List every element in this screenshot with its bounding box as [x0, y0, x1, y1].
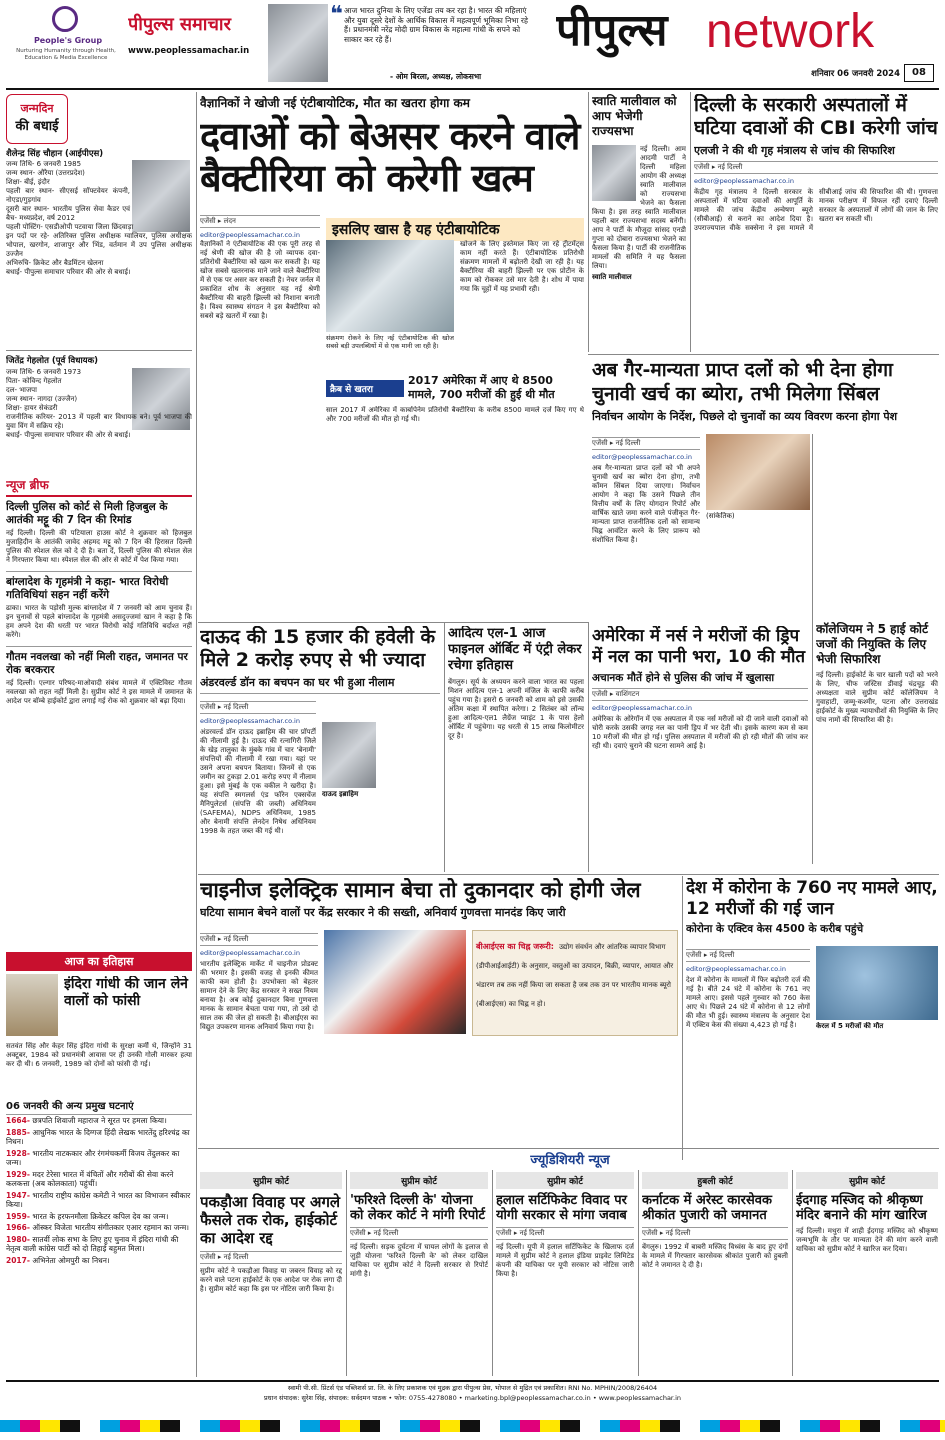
peoples-group-logo [52, 6, 78, 32]
news-brief-label: न्यूज ब्रीफ [6, 476, 192, 497]
detail-line: दूसरी बार स्थान- भारतीय पुलिस सेवा कैडर एवं बैच- मध्यप्रदेश, वर्ष 2012 [6, 205, 130, 222]
collegium-headline: कॉलेजियम ने 5 हाई कोर्ट जजों की नियुक्ति के लिए भेजी सिफारिश [816, 622, 929, 666]
swati-photo [592, 145, 636, 201]
col-rule [690, 92, 691, 352]
col-rule [196, 92, 197, 1377]
hourglass-image [6, 974, 58, 1036]
judiciary-body: नई दिल्ली। सड़क दुर्घटना में घायल लोगों के इलाज से जुड़ी योजना 'फरिश्ते दिल्ली के' को लेकर दाखिल याचिका पर सुप्रीम कोर्ट ने दिल्ली सरकार से रिपोर्ट मांगी है। [350, 1243, 488, 1278]
col-rule [346, 1170, 347, 1376]
history-event: 1966- ऑस्कर विजेता भारतीय संगीतकार एआर रहमान का जन्म। [6, 1223, 190, 1232]
court-tag: हुबली कोर्ट [642, 1172, 788, 1189]
judiciary-item [200, 1172, 342, 1372]
aditya-body: बेंगलुरु। सूर्य के अध्ययन करने वाला भारत का पहला मिशन आदित्य एल-1 अपनी मंजिल के काफी करीब पहुंच गया है। इसरो 6 जनवरी को शाम को इसे उसकी अंतिम कक्षा में स्थापित करेगा। 2 सितंबर को लॉन्च हुआ आदित्य-एल1 लैग्रेंज प्वाइंट 1 के पास हेलो ऑर्बिट में पहुंचेगा। यह धरती से 15 लाख किलोमीटर दूर है। [448, 678, 584, 740]
history-event: 1928- भारतीय नाटककार और रंगमंचकर्मी विजय तेंदुलकर का जन्म। [6, 1148, 180, 1167]
china-photo [324, 930, 466, 1034]
ec-email[interactable]: editor@peoplessamachar.co.in [592, 453, 692, 461]
ec-body: अब गैर-मान्यता प्राप्त दलों को भी अपने चुनावी खर्च का ब्योरा देना होगा, तभी कॉमन सिंबल दिया जाएगा। निर्वाचन आयोग ने कहा कि उसने पिछले तीन वित्तीय वर्षों के लिए योगदान रिपोर्ट और वार्षिक खाते जमा करने वाले पंजीकृत गैर-मान्यता प्राप्त राजनीतिक दलों को सामान्य चिह्न आवंटित करने के लिए प्रारूप को संशोधित किया है। [592, 464, 700, 544]
birthday-title-top: जन्मदिन [20, 102, 54, 115]
swati-body: नई दिल्ली। आम आदमी पार्टी ने दिल्ली महिला आयोग की अध्यक्ष स्वाति मालीवाल को राज्यसभा भेजने का फैसला किया है। इस तरह स्वाति मालीवाल पहली बार राज्यसभा सदस्य बनेंगी। आप ने पार्टी के मौजूदा सांसद एनडी गुप्ता को दोबारा राज्यसभा भेजने का फैसला किया है। पार्टी की राजनीतिक मामलों की समिति ने यह फैसला लिया। [592, 145, 686, 270]
ec-caption: (सांकेतिक) [706, 512, 735, 520]
section-rule [198, 1148, 939, 1149]
history-event: 1959- भारत के हरफनमौला क्रिकेटर कपिल देव का जन्म। [6, 1211, 169, 1221]
brief-headline: गौतम नवलखा को नहीं मिली राहत, जमानत पर रोक बरकरार [6, 651, 188, 676]
date-label: शनिवार 06 जनवरी 2024 [811, 69, 900, 79]
history-event: 1980- सातवीं लोक सभा के लिए हुए चुनाव में इंदिरा गांधी की नेतृत्व वाली कांग्रेस पार्टी को दो तिहाई बहुमत मिला। [6, 1234, 179, 1253]
china-body: भारतीय इलेक्ट्रिक मार्केट में चाइनीज प्रोडक्ट की भरमार है। इसकी वजह से इनकी कीमत काफी कम होती है। उपभोक्ता को बेहतर सामान देने के लिए केंद्र सरकार ने सख्त नियम बनाया है। अब कोई दुकानदार बिना गुणवत्ता मानक के सामान बेचता पाया गया, तो उसे दो साल तक की जेल हो सकती है। बीआईएस का विद्युत उपकरण मानक अनिवार्य किया गया है। [200, 960, 318, 1031]
detail-line: दल- भाजपा [6, 386, 37, 394]
history-label: आज का इतिहास [6, 952, 192, 971]
lead-photo [326, 240, 454, 332]
lead-byline [200, 212, 320, 239]
brief-headline: बांग्लादेश के गृहमंत्री ने कहा- भारत विरोधी गतिविधियां सहन नहीं करेंगे [6, 576, 169, 601]
collegium-story [816, 622, 938, 872]
section-rule [198, 622, 588, 623]
history-list-head: 06 जनवरी की अन्य प्रमुख घटनाएं [6, 1098, 192, 1115]
brief-body: ढाका। भारत के पड़ोसी मुल्क बांग्लादेश में 7 जनवरी को आम चुनाव हैं। इन चुनावों से पहले बांग्लादेश के गृहमंत्री असदुज्जमां खान ने कहा है कि हम अपने देश की धरती पर भारत विरोधी कोई गतिविधि बर्दाश्त नहीं करेंगे। [6, 604, 192, 639]
detail-line: पहली बार स्थान- सीएसई सॉफ्टवेयर कंपनी, नोएडा/गुड़गांव [6, 187, 130, 204]
detail-line: बधाई- पीपुल्स समाचार परिवार की ओर से बधाई। [6, 431, 131, 439]
history-event: 1664- छत्रपति शिवाजी महाराज ने सूरत पर हमला किया। [6, 1116, 167, 1125]
lead-kicker: वैज्ञानिकों ने खोजी नई एंटीबायोटिक, मौत का खतरा होगा कम [200, 96, 470, 110]
corona-photo [816, 946, 938, 1020]
court-tag: सुप्रीम कोर्ट [350, 1172, 488, 1189]
bis-box [472, 930, 678, 1036]
lead-body-1: वैज्ञानिकों ने एंटीबायोटिक की एक पूरी तरह से नई श्रेणी की खोज की है जो व्यापक दवा-प्रतिरोधी बैक्टीरिया को खत्म कर सकती है। यह खोज सबसे खतरनाक माने जाने वाले बैक्टीरिया में से एक पर असर कर सकती है। नेचर जर्नल में प्रकाशित शोध के अनुसार यह नई श्रेणी बैक्टीरिया की बाहरी झिल्ली को निशाना बनाती है। विश्व स्वास्थ्य संगठन ने इस बैक्टीरिया को सबसे बड़े खतरों में रखा है। [200, 240, 320, 320]
dawood-photo [322, 722, 376, 788]
nurse-email[interactable]: editor@peoplessamachar.co.in [592, 704, 692, 712]
quote-author: - ओम बिरला, अध्यक्ष, लोकसभा [390, 72, 482, 81]
collegium-body: नई दिल्ली। हाईकोर्ट के चार खाली पदों को भरने के लिए, चीफ जस्टिस डीवाई चंद्रचूड़ की अध्यक्षता वाले सुप्रीम कोर्ट कॉलेजियम ने गुवाहाटी, जम्मू-कश्मीर, पटना और उत्तराखंड हाईकोर्ट के मुख्य न्यायाधीशों की नियुक्ति के लिए पांच नामों की सिफारिश की है। [816, 671, 938, 724]
dawood-subhead: अंडरवर्ल्ड डॉन का बचपन का घर भी हुआ नीलाम [200, 675, 440, 694]
dawood-byline: एजेंसी ▸ नई दिल्ली [200, 701, 316, 714]
cbi-body: केंद्रीय गृह मंत्रालय ने दिल्ली सरकार के अस्पतालों में घटिया दवाओं की आपूर्ति के मामले की जांच केंद्रीय अन्वेषण ब्यूरो (सीबीआई) से कराने का आदेश दिया है। उपराज्यपाल वीके सक्सेना ने इस मामले में सीबीआई जांच की सिफारिश की थी। गुणवत्ता मानक परीक्षण में विफल रहीं दवाएं दिल्ली सरकार के अस्पतालों में लोगों की जान के लिए खतरा बन सकती थीं। [694, 188, 938, 232]
judiciary-byline: एजेंसी ▸ नई दिल्ली [642, 1227, 788, 1240]
judiciary-byline: एजेंसी ▸ नई दिल्ली [496, 1227, 634, 1240]
aditya-headline: आदित्य एल-1 आज फाइनल ऑर्बिट में एंट्री लेकर रचेगा इतिहास [448, 626, 582, 673]
section-rule [588, 354, 939, 355]
judiciary-label: ज्यूडिशियरी न्यूज [530, 1153, 610, 1168]
judiciary-headline: ईदगाह मस्जिद को श्रीकृष्ण मंदिर बनाने की मांग खारिज [796, 1193, 927, 1223]
brand-hindi: पीपुल्स [556, 5, 668, 56]
dawood-story [200, 626, 440, 872]
judiciary-headline: 'फरिश्ते दिल्ली के' योजना को लेकर कोर्ट ने मांगी रिपोर्ट [350, 1193, 486, 1223]
cbi-headline: दिल्ली के सरकारी अस्पतालों में घटिया दवाओं की CBI करेगी जांच [694, 94, 938, 139]
history-event: 1885- आधुनिक भारत के दिग्गज हिंदी लेखक भारतेंदु हरिश्चंद्र का निधन। [6, 1127, 190, 1146]
speaker-photo [268, 4, 328, 82]
china-col [200, 930, 318, 1162]
masthead-rule [6, 88, 939, 90]
nurse-headline: अमेरिका में नर्स ने मरीजों की ड्रिप में नल का पानी भरा, 10 की मौत [592, 626, 806, 667]
judiciary-headline: हलाल सर्टिफिकेट विवाद पर योगी सरकार से मांगा जवाब [496, 1193, 627, 1223]
judiciary-headline: पकड़ौआ विवाह पर अगले फैसले तक रोक, हाईकोर्ट का आदेश रद्द [200, 1193, 341, 1247]
detail-line: राजनीतिक करियर- 2013 में पहली बार विधायक बने। पूर्व भाजपा की युवा विंग में सक्रिय रहे। [6, 413, 192, 430]
brief-body: नई दिल्ली। दिल्ली की पटियाला हाउस कोर्ट ने शुक्रवार को हिजबुल मुजाहिदीन के आतंकी जावेद अहमद मट्टू को 7 दिन की हिरासत दिल्ली पुलिस की स्पेशल सेल को दे दी है। बता दें, दिल्ली पुलिस की स्पेशल सेल ने गिरफ्तार किया था। स्पेशल सेल की ओर से कोर्ट में पेश किया गया। [6, 529, 192, 564]
ec-subhead: निर्वाचन आयोग के निर्देश, पिछले दो चुनावों का व्यय विवरण करना होगा पेश [592, 410, 898, 423]
judiciary-byline: एजेंसी ▸ नई दिल्ली [200, 1251, 342, 1264]
brief-item [6, 501, 192, 565]
col-rule [812, 434, 813, 864]
masthead [0, 0, 945, 90]
detail-line: जन्म स्थान- औरैया (उत्तरप्रदेश) [6, 169, 85, 177]
person1-name: शैलेन्द्र सिंह चौहान (आईपीएस) [6, 149, 104, 159]
judiciary-headline: कर्नाटक में अरेस्ट कारसेवक श्रीकांत पुजारी को जमानत [642, 1193, 772, 1223]
detail-line: शिक्षा- बीई, इंदौर [6, 178, 50, 186]
judiciary-item [642, 1172, 788, 1372]
history-headline: इंदिरा गांधी की जान लेने वालों को फांसी [64, 976, 188, 1009]
judiciary-body: सुप्रीम कोर्ट ने पकड़ौआ विवाह या जबरन विवाह को रद्द करने वाले पटना हाईकोर्ट के एक आदेश पर रोक लगा दी है। सुप्रीम कोर्ट कहा कि इस पर नोटिस जारी किया है। [200, 1267, 342, 1293]
brief-body: नई दिल्ली। एल्गार परिषद-माओवादी संबंध मामले में एक्टिविस्ट गौतम नवलखा को राहत नहीं मिली है। सुप्रीम कोर्ट ने इस मामले में जमानत के आदेश पर बॉम्बे हाईकोर्ट द्वारा लगाई गई रोक को शुक्रवार को बढ़ा दिया। [6, 679, 192, 705]
lead-caption: संक्रमण रोकने के लिए नई एंटीबायोटिक की खोज सबसे बड़ी उपलब्धियों में से एक मानी जा रही है। [326, 334, 454, 350]
paper-small-logo: पीपुल्स समाचार [128, 14, 231, 35]
group-tagline: Nurturing Humanity through Health, Education & Media Excellence [16, 48, 116, 61]
detail-line: जन्म तिथि- 6 जनवरी 1973 [6, 368, 82, 376]
divider [6, 350, 192, 351]
person2-details [6, 368, 192, 470]
court-tag: सुप्रीम कोर्ट [796, 1172, 938, 1189]
judiciary-body: बेंगलुरु। 1992 में बाबरी मस्जिद विध्वंस के बाद हुए दंगों के मामले में गिरफ्तार कारसेवक श्रीकांत पुजारी को हुबली कोर्ट ने जमानत दे दी है। [642, 1243, 788, 1269]
history-event: 1947- भारतीय राष्ट्रीय कांग्रेस कमेटी ने भारत का विभाजन स्वीकार किया। [6, 1190, 191, 1209]
lead-story [200, 94, 584, 620]
history-event: 2017- अभिनेता ओमपुरी का निधन। [6, 1255, 110, 1265]
corona-subhead: कोरोना के एक्टिव केस 4500 के करीब पहुंचे [686, 923, 864, 935]
ec-story [592, 358, 938, 620]
group-name: People's Group [33, 36, 103, 45]
brief-headline: दिल्ली पुलिस को कोर्ट से मिली हिजबुल के आतंकी मट्टू की 7 दिन की रिमांड [6, 501, 168, 526]
col-rule [638, 1170, 639, 1376]
dawood-headline: दाऊद की 15 हजार की हवेली के मिले 2 करोड़ रुपए से भी ज्यादा [200, 626, 436, 671]
stat-headline: 2017 अमेरिका में आए थे 8500 मामले, 700 मरीजों की हुई थी मौत [408, 374, 555, 401]
corona-byline: एजेंसी ▸ नई दिल्ली [686, 949, 810, 962]
history-section [6, 952, 192, 1380]
corona-body: देश में कोरोना के मामलों में फिर बढ़ोतरी दर्ज की गई है। बीते 24 घंटे में कोरोना के 761 नए मामले आए। इससे पहले गुरुवार को 760 केस आए थे। पिछले 24 घंटे में कोरोना से 12 लोगों की मौत भी हुई। स्वास्थ्य मंत्रालय के अनुसार देश में एक्टिव केस की संख्या 4,423 हो गई है। [686, 976, 810, 1029]
judiciary-item [796, 1172, 938, 1372]
col-rule [682, 876, 683, 1160]
imprint-line-2: प्रधान संपादक: सुरेश सिंह, संपादक: सर्वदमन पाठक • फोन: 0755-4278080 • marketing.bpl@peoplessamachar.co.in • www.peoplessamachar.in [263, 1394, 681, 1402]
dawood-email[interactable]: editor@peoplessamachar.co.in [200, 717, 300, 725]
detail-line: पहली पोस्टिंग- एसडीओपी पटवाया जिला छिंदवाड़ा [6, 223, 134, 231]
cbi-email[interactable]: editor@peoplessamachar.co.in [694, 177, 794, 185]
paper-url[interactable]: www.peoplessamachar.in [128, 46, 250, 56]
china-headline: चाइनीज इलेक्ट्रिक सामान बेचा तो दुकानदार को होगी जेल [200, 878, 641, 902]
china-story [200, 878, 678, 1162]
judiciary-body: नई दिल्ली। मथुरा में शाही ईदगाह मस्जिद को श्रीकृष्ण जन्मभूमि के तौर पर मान्यता देने की मांग करने वाली याचिका को सुप्रीम कोर्ट ने खारिज कर दिया। [796, 1227, 938, 1253]
lead-subhead: इसलिए खास है यह एंटीबायोटिक [326, 218, 584, 241]
brief-item [6, 646, 192, 706]
news-brief-section [6, 476, 192, 946]
brief-item [6, 571, 192, 640]
corona-col [686, 946, 810, 1162]
crab-tag: क्रैब से खतरा [326, 380, 404, 397]
col-rule [444, 622, 445, 872]
detail-line: इन पदों पर रहे- अतिरिक्त पुलिस अधीक्षक ग्वालियर, पुलिस अधीक्षक भोपाल, खरगोन, शाजापुर और भिंड, वर्तमान में उप पुलिस अधीक्षक उज्जैन [6, 232, 192, 258]
detail-line: अभिरुचि- क्रिकेट और बैडमिंटन खेलना [6, 259, 104, 267]
page-number: 08 [904, 64, 934, 82]
print-color-bar [0, 1420, 945, 1432]
history-body: सतवंत सिंह और केहर सिंह इंदिरा गांधी के सुरक्षा कर्मी थे, जिन्होंने 31 अक्टूबर, 1984 को प्रधानमंत्री आवास पर ही उनकी गोली मारकर हत्या कर दी थी। 6 जनवरी, 1989 को दोनों को फांसी दी गई। [6, 1042, 192, 1068]
corona-headline: देश में कोरोना के 760 नए मामले आए, 12 मरीजों की गई जान [686, 878, 938, 919]
detail-line: बधाई- पीपुल्स समाचार परिवार की ओर से बधाई। [6, 268, 131, 276]
history-event: 1929- मदर टेरेसा भारत में वंचितों और गरीबों की सेवा करने कलकत्ता (अब कोलकाता) पहुंचीं। [6, 1169, 174, 1188]
nurse-byline: एजेंसी ▸ वाशिंगटन [592, 688, 808, 701]
dawood-body: अंडरवर्ल्ड डॉन दाऊद इब्राहिम की चार प्रॉपर्टी की नीलामी हुई है। दाऊद की रत्नागिरी जिले के खेड़ तालुका के मुंबके गांव में चार 'बेनामी' संपत्तियों की नीलामी में रखा गया। यहां पर उसने अपना बचपन बिताया। जिनमें से एक जमीन का टुकड़ा 2.01 करोड़ रुपए में नीलाम हुआ। इसे मुंबई के एक वकील ने खरीदा है। यह संपत्ति स्मगलर्स एंड फॉरेन एक्सचेंज मैनिपुलेटर्स (संपत्ति की जब्ती) अधिनियम (SAFEMA), NDPS अधिनियम, 1985 और बेनामी संपत्ति लेनदेन निषेध अधिनियम 1998 के तहत जब्त की गई थी। [200, 728, 316, 835]
cbi-subhead: एलजी ने की थी गृह मंत्रालय से जांच की सिफारिश [694, 144, 895, 157]
col-rule [492, 1170, 493, 1376]
imprint-line-1: स्वामी पी.सी. प्रिंटर्स एंड पब्लिशर्स प्रा. लि. के लिए प्रकाशक एवं मुद्रक द्वारा पीपुल्स प्रेस, भोपाल से मुद्रित एवं प्रकाशित। RNI No. MPHIN/2008/26404 [287, 1384, 658, 1392]
lead-body-2: खोजने के लिए इस्तेमाल किए जा रहे ट्रीटमेंट्स काम नहीं करते हैं। एंटीबायोटिक प्रतिरोधी संक्रमण मामलों में बढ़ोतरी देखी जा रही है। यह बैक्टीरिया की बाहरी झिल्ली पर एक प्रोटीन के काम को रोककर उसे मार देती है। शोध में पाया गया कि चूहों में यह प्रभावी रही। [460, 240, 584, 293]
corona-email[interactable]: editor@peoplessamachar.co.in [686, 965, 786, 973]
birthday-title-bottom: की बधाई [15, 119, 59, 134]
stat-body: साल 2017 में अमेरिका में कार्बापेनेम प्रतिरोधी बैक्टीरिया के करीब 8500 मामले दर्ज किए गए थे और 700 मरीजों की मौत हो गई थी। [326, 406, 584, 423]
birthday-title-box [6, 94, 68, 144]
ec-col-1 [592, 434, 700, 620]
byline-email[interactable]: editor@peoplessamachar.co.in [200, 231, 300, 239]
lead-headline: दवाओं को बेअसर करने वाले बैक्टीरिया को करेगी खत्म [200, 114, 580, 200]
judiciary-byline: एजेंसी ▸ नई दिल्ली [350, 1227, 488, 1240]
nurse-body: अमेरिका के ओरेगॉन में एक अस्पताल में एक नर्स मरीजों को दी जाने वाली दवाओं को चोरी करके उसकी जगह नल का पानी ड्रिप में भर देती थी। इसके कारण कम से कम 10 मरीजों की मौत हो गई। पुलिस अस्पताल में मरीजों की हो रही मौतों की जांच कर रही थी। दवाएं चुराने की घटना सामने आई है। [592, 715, 808, 750]
person2-name: जितेंद्र गेहलोत (पूर्व विधायक) [6, 356, 98, 366]
ec-headline: अब गैर-मान्यता प्राप्त दलों को भी देना होगा चुनावी खर्च का ब्योरा, तभी मिलेगा सिंबल [592, 359, 893, 405]
china-email[interactable]: editor@peoplessamachar.co.in [200, 949, 300, 957]
quote-mark-icon: ❝ [330, 2, 343, 18]
judiciary-item [496, 1172, 634, 1372]
cbi-story [694, 94, 938, 352]
judiciary-body: नई दिल्ली। यूपी में हलाल सर्टिफिकेट के खिलाफ दर्ज मामले में सुप्रीम कोर्ट ने हलाल इंडिया प्राइवेट लिमिटेड कंपनी की याचिका पर यूपी सरकार को नोटिस जारी किया है। [496, 1243, 634, 1278]
bis-box-body: उद्योग संवर्धन और आंतरिक व्यापार विभाग (डीपीआईआईटी) के अनुसार, वस्तुओं का उत्पादन, बिक्री, व्यापार, आयात और भंडारण तब तक नहीं किया जा सकता है जब तक उन पर भारतीय मानक ब्यूरो (बीआईएस) का चिह्न न हो। [476, 943, 674, 1008]
dawood-caption: दाऊद इब्राहिम [322, 790, 359, 798]
col-rule [588, 92, 589, 352]
col-rule [588, 622, 589, 872]
aditya-story [448, 626, 584, 872]
footer-rule [6, 1380, 939, 1382]
ec-photo [706, 434, 810, 510]
nurse-story [592, 626, 808, 872]
person1-details [6, 160, 192, 310]
section-rule [198, 874, 939, 875]
detail-line: जन्म स्थान- नागदा (उज्जैन) [6, 395, 78, 403]
nurse-subhead: अचानक मौतें होने से पुलिस की जांच में खुलासा [592, 672, 775, 684]
court-tag: सुप्रीम कोर्ट [496, 1172, 634, 1189]
swati-story [592, 94, 686, 352]
detail-line: शिक्षा- हायर सेकंडरी [6, 404, 58, 412]
detail-line: पिता- कोविन्द गेहलोत [6, 377, 62, 385]
swati-caption: स्वाति मालीवाल [592, 273, 632, 281]
china-byline: एजेंसी ▸ नई दिल्ली [200, 933, 318, 946]
ec-byline: एजेंसी ▸ नई दिल्ली [592, 437, 700, 450]
history-events [6, 1116, 192, 1267]
corona-story [686, 878, 938, 1162]
col-rule [792, 1170, 793, 1376]
byline: एजेंसी ▸ लंदन [200, 215, 320, 228]
judiciary-item [350, 1172, 488, 1372]
court-tag: सुप्रीम कोर्ट [200, 1172, 342, 1189]
china-subhead: घटिया सामान बेचने वालों पर केंद्र सरकार ने की सख्ती, अनिवार्य गुणवत्ता मानदंड किए जारी [200, 906, 566, 919]
cbi-byline: एजेंसी ▸ नई दिल्ली [694, 161, 938, 174]
brand-english: network [706, 5, 875, 58]
birthday-section [6, 94, 192, 470]
swati-headline: स्वाति मालीवाल को आप भेजेगी राज्यसभा [592, 94, 677, 138]
detail-line: जन्म तिथि- 6 जनवरी 1985 [6, 160, 82, 168]
bis-box-head: बीआईएस का चिह्न जरूरी: [476, 942, 554, 951]
masthead-quote: आज भारत दुनिया के लिए एजेंडा तय कर रहा है। भारत की महिलाएं और युवा दूसरे देशों के आर्थिक विकास में महत्वपूर्ण भूमिका निभा रहे हैं। प्रधानमंत्री नरेंद्र मोदी ग्राम विकास के महात्मा गांधी के सपने को साकार कर रहे हैं। [344, 6, 528, 44]
dawood-col [200, 698, 316, 872]
corona-caption: केरल में 5 मरीजों की मौत [816, 1022, 884, 1030]
